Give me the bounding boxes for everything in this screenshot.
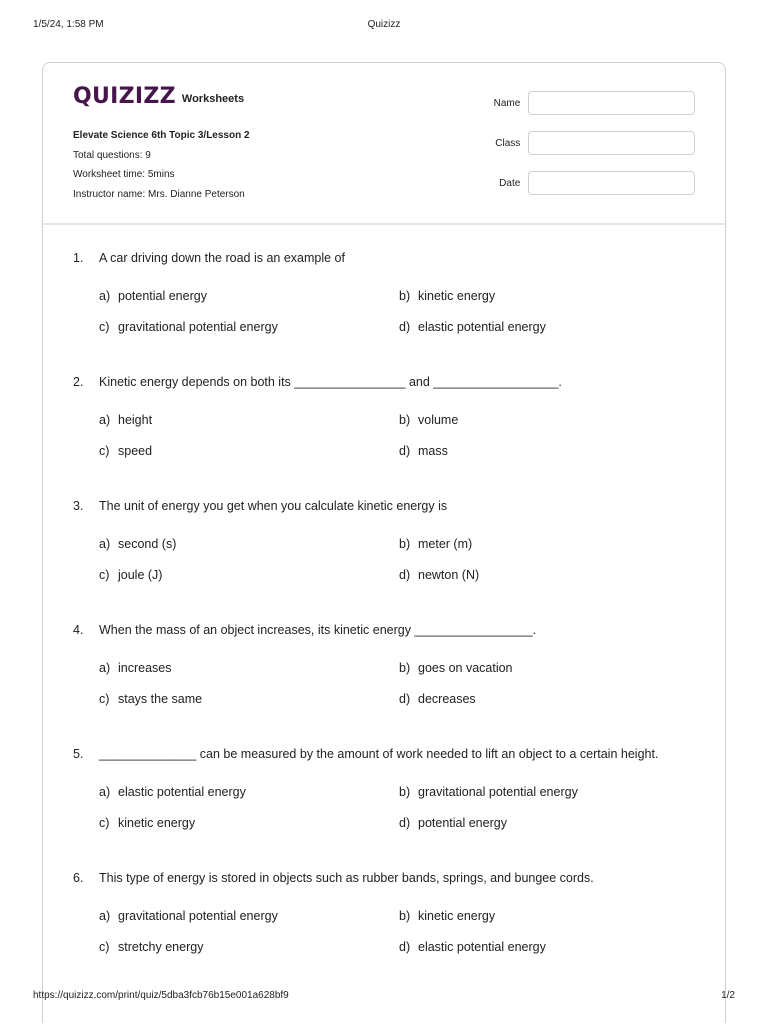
option-c[interactable]: c) stays the same: [99, 692, 203, 706]
question-number: 1.: [73, 251, 84, 265]
option-b[interactable]: b) gravitational potential energy: [399, 785, 578, 799]
date-field-row: [485, 171, 695, 195]
option-a[interactable]: a) elastic potential energy: [99, 785, 246, 799]
option-a[interactable]: a) height: [99, 413, 153, 427]
option-b[interactable]: b) goes on vacation: [399, 661, 513, 675]
option-a[interactable]: a) increases: [99, 661, 172, 675]
name-label: Name: [493, 97, 521, 109]
question-number: 6.: [73, 871, 84, 885]
option-d[interactable]: d) newton (N): [399, 568, 480, 582]
print-url: https://quizizz.com/print/quiz/5dba3fcb76b15e001a628bf9: [33, 990, 289, 1001]
question-number: 5.: [73, 747, 84, 761]
option-b[interactable]: b) kinetic energy: [399, 289, 496, 303]
option-c[interactable]: c) speed: [99, 444, 153, 458]
option-c[interactable]: c) gravitational potential energy: [99, 320, 278, 334]
question-2: [73, 372, 703, 496]
option-d[interactable]: d) elastic potential energy: [399, 320, 546, 334]
option-d[interactable]: d) elastic potential energy: [399, 940, 546, 954]
option-d[interactable]: d) potential energy: [399, 816, 507, 830]
option-b[interactable]: b) kinetic energy: [399, 909, 496, 923]
print-header: [33, 19, 735, 33]
option-a[interactable]: a) second (s): [99, 537, 177, 551]
question-text: A car driving down the road is an example of: [99, 251, 345, 265]
option-a[interactable]: a) gravitational potential energy: [99, 909, 278, 923]
question-number: 4.: [73, 623, 84, 637]
quizizz-logo: QUIZIZZ: [73, 84, 176, 109]
class-field[interactable]: [528, 131, 695, 155]
option-c[interactable]: c) joule (J): [99, 568, 163, 582]
option-c[interactable]: c) stretchy energy: [99, 940, 204, 954]
worksheet-title: Elevate Science 6th Topic 3/Lesson 2: [73, 130, 250, 141]
class-label: Class: [495, 137, 521, 149]
question-3: [73, 496, 703, 620]
option-d[interactable]: d) mass: [399, 444, 448, 458]
question-number: 3.: [73, 499, 84, 513]
name-field[interactable]: [528, 91, 695, 115]
option-a[interactable]: a) potential energy: [99, 289, 207, 303]
question-6: [73, 868, 703, 992]
question-text: The unit of energy you get when you calculate kinetic energy is: [99, 499, 448, 513]
question-1: [73, 248, 703, 372]
worksheet-time: Worksheet time: 5mins: [73, 169, 175, 180]
total-questions: Total questions: 9: [73, 149, 151, 161]
name-field-row: [485, 91, 695, 115]
question-text: This type of energy is stored in objects such as rubber bands, springs, and bungee cords.: [99, 871, 594, 885]
print-footer: [33, 990, 735, 1004]
print-title: Quizizz: [367, 19, 401, 30]
option-b[interactable]: b) volume: [399, 413, 459, 427]
brand: [73, 85, 244, 109]
instructor-name: Instructor name: Mrs. Dianne Peterson: [73, 188, 245, 200]
question-list: [73, 248, 703, 992]
question-text: When the mass of an object increases, its kinetic energy _________________.: [99, 623, 537, 637]
worksheet-meta: [73, 126, 250, 204]
question-4: [73, 620, 703, 744]
student-fields: [485, 91, 695, 211]
class-field-row: [485, 131, 695, 155]
question-number: 2.: [73, 375, 84, 389]
option-b[interactable]: b) meter (m): [399, 537, 473, 551]
page-number: 1/2: [721, 990, 735, 1001]
worksheet-header: [43, 63, 725, 225]
worksheets-label: Worksheets: [181, 92, 245, 105]
question-5: [73, 744, 703, 868]
print-date: 1/5/24, 1:58 PM: [33, 19, 104, 30]
option-c[interactable]: c) kinetic energy: [99, 816, 196, 830]
worksheet-card: [42, 62, 726, 1023]
question-text: Kinetic energy depends on both its ________________ and __________________.: [99, 375, 562, 389]
date-field[interactable]: [528, 171, 695, 195]
option-d[interactable]: d) decreases: [399, 692, 476, 706]
question-text: ______________ can be measured by the amount of work needed to lift an object to a certain height.: [99, 747, 659, 761]
date-label: Date: [499, 177, 521, 189]
